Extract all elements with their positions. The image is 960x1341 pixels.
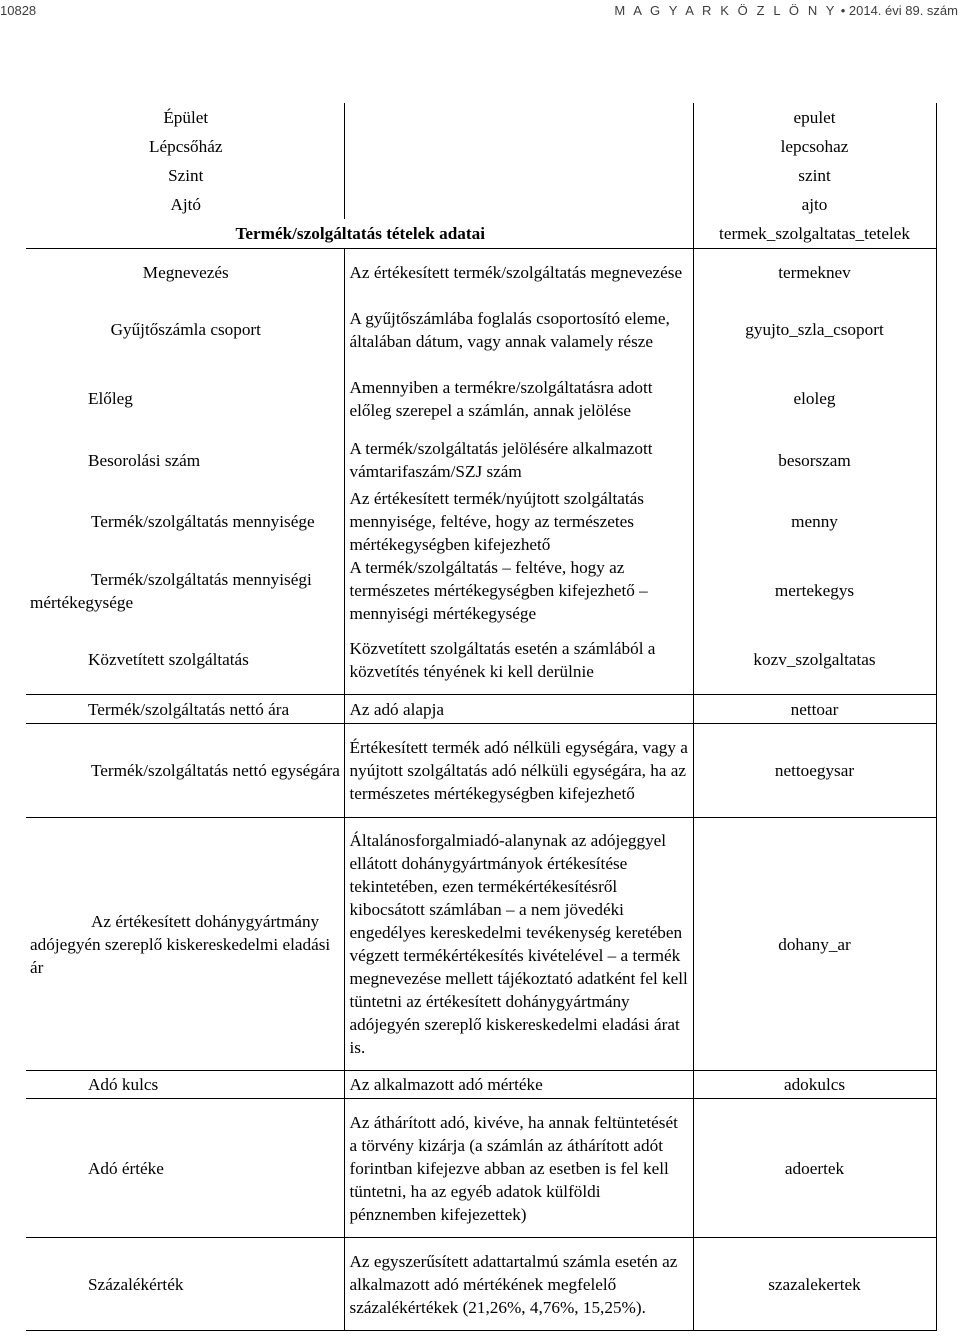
- field-description: A termék/szolgáltatás – feltéve, hogy az természetes mértékegységben kifejezhető – mennyiségi mértékegysége: [344, 556, 693, 625]
- field-name: Lépcsőház: [26, 132, 344, 161]
- field-name: Előleg: [26, 364, 344, 433]
- field-description: [344, 190, 693, 219]
- table-row: [26, 295, 936, 364]
- field-code: szint: [693, 161, 936, 190]
- field-code: eloleg: [693, 364, 936, 433]
- table-row: [26, 695, 936, 724]
- field-code: menny: [693, 487, 936, 556]
- field-code: lepcsohaz: [693, 132, 936, 161]
- field-code: termeknev: [693, 249, 936, 296]
- field-description: Közvetített szolgáltatás esetén a számlából a közvetítés tényének ki kell derülnie: [344, 625, 693, 695]
- table-row: [26, 487, 936, 556]
- field-name: Ajtó: [26, 190, 344, 219]
- field-name: Épület: [26, 103, 344, 132]
- field-description: [344, 132, 693, 161]
- field-name: Adó kulcs: [26, 1071, 344, 1099]
- table-row: [26, 1238, 936, 1331]
- section-title: Termék/szolgáltatás tételek adatai: [26, 219, 693, 249]
- field-description: Értékesített termék adó nélküli egységára, vagy a nyújtott szolgáltatás adó nélküli egységára, ha az természetes mértékegységben kifejezhető: [344, 724, 693, 818]
- table-row: [26, 818, 936, 1071]
- field-code: szazalekertek: [693, 1238, 936, 1331]
- table-row: [26, 219, 936, 249]
- field-description: Az áthárított adó, kivéve, ha annak feltüntetését a törvény kizárja (a számlán az áthárított adót forintban kifejezve abban az esetben is fel kell tüntetni, ha az egyéb adatok külföldi pénznemben kifejezettek): [344, 1099, 693, 1238]
- field-code: adokulcs: [693, 1071, 936, 1099]
- field-name: Termék/szolgáltatás nettó egységára: [26, 724, 344, 818]
- table-row: [26, 1071, 936, 1099]
- field-code: nettoar: [693, 695, 936, 724]
- field-description: Általánosforgalmiadó-alanynak az adójeggyel ellátott dohánygyártmányok értékesítése tekintetében, ezen termékértékesítésről kibocsátott számlában – a nem jövedéki engedélyes kereskedelmi tevékenység keretében végzett termékértékesítés kivételével – a termék megnevezése mellett tájékoztató adatként fel kell tüntetni az értékesített dohánygyártmány adójegyén szereplő kiskereskedelmi eladási árat is.: [344, 818, 693, 1071]
- field-description: Az értékesített termék/nyújtott szolgáltatás mennyisége, feltéve, hogy az természetes mértékegységben kifejezhető: [344, 487, 693, 556]
- fields-table: [26, 103, 937, 1331]
- field-name: Gyűjtőszámla csoport: [26, 295, 344, 364]
- table-row: [26, 724, 936, 818]
- page-number: 10828: [0, 3, 37, 18]
- field-code: gyujto_szla_csoport: [693, 295, 936, 364]
- table-row: [26, 556, 936, 625]
- field-name: Termék/szolgáltatás mennyisége: [26, 487, 344, 556]
- table-row: [26, 625, 936, 695]
- field-name: Adó értéke: [26, 1099, 344, 1238]
- field-code: kozv_szolgaltatas: [693, 625, 936, 695]
- field-description: Az alkalmazott adó mértéke: [344, 1071, 693, 1099]
- field-name: Termék/szolgáltatás nettó ára: [26, 695, 344, 724]
- table-row: [26, 364, 936, 433]
- table-row: [26, 433, 936, 487]
- table-row: [26, 103, 936, 132]
- table-row: [26, 132, 936, 161]
- field-name: Szint: [26, 161, 344, 190]
- issue-label: 2014. évi 89. szám: [848, 3, 958, 18]
- field-code: besorszam: [693, 433, 936, 487]
- field-name: Termék/szolgáltatás mennyiségi mértékegysége: [26, 556, 344, 625]
- field-code: epulet: [693, 103, 936, 132]
- field-name: Százalékérték: [26, 1238, 344, 1331]
- running-header: [0, 0, 960, 22]
- table-row: [26, 190, 936, 219]
- field-name: Besorolási szám: [26, 433, 344, 487]
- field-code: nettoegysar: [693, 724, 936, 818]
- field-code: termek_szolgaltatas_tetelek: [693, 219, 936, 249]
- data-fields-table: [26, 103, 936, 1331]
- field-name: Közvetített szolgáltatás: [26, 625, 344, 695]
- field-name: Megnevezés: [26, 249, 344, 296]
- field-description: Az adó alapja: [344, 695, 693, 724]
- field-description: Az értékesített termék/szolgáltatás megnevezése: [344, 249, 693, 296]
- field-description: Amennyiben a termékre/szolgáltatásra adott előleg szerepel a számlán, annak jelölése: [344, 364, 693, 433]
- journal-name: M A G Y A R K Ö Z L Ö N Y: [614, 3, 838, 18]
- field-code: dohany_ar: [693, 818, 936, 1071]
- field-description: [344, 161, 693, 190]
- field-code: ajto: [693, 190, 936, 219]
- field-code: adoertek: [693, 1099, 936, 1238]
- field-name: Az értékesített dohánygyártmány adójegyén szereplő kiskereskedelmi eladási ár: [26, 818, 344, 1071]
- journal-info: M A G Y A R K Ö Z L Ö N Y • 2014. évi 89. szám: [614, 3, 958, 18]
- field-description: Az egyszerűsített adattartalmú számla esetén az alkalmazott adó mértékének megfelelő százalékértékek (21,26%, 4,76%, 15,25%).: [344, 1238, 693, 1331]
- field-description: A termék/szolgáltatás jelölésére alkalmazott vámtarifaszám/SZJ szám: [344, 433, 693, 487]
- field-code: mertekegys: [693, 556, 936, 625]
- table-row: [26, 161, 936, 190]
- table-row: [26, 249, 936, 296]
- field-description: A gyűjtőszámlába foglalás csoportosító eleme, általában dátum, vagy annak valamely része: [344, 295, 693, 364]
- table-row: [26, 1099, 936, 1238]
- field-description: [344, 103, 693, 132]
